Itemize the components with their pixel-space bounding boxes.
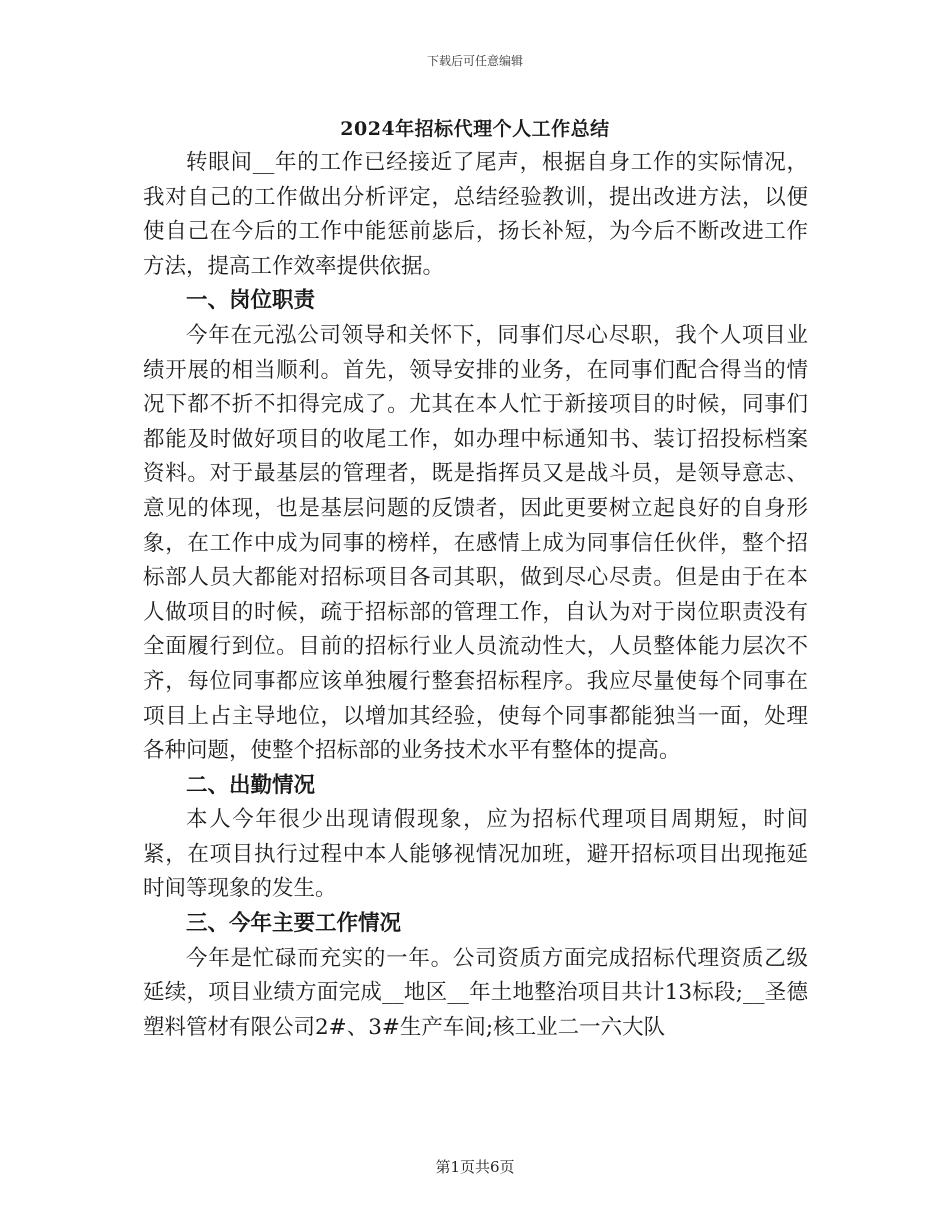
intro-paragraph: 转眼间__年的工作已经接近了尾声，根据自身工作的实际情况，我对自己的工作做出分析评定，总结经验教训，提出改进方法，以便使自己在今后的工作中能惩前毖后，扬长补短，为今后不断改进工作方法，提高工作效率提供依据。 bbox=[143, 150, 808, 279]
document-body bbox=[143, 146, 808, 1045]
section-heading-attendance: 二、出勤情况 bbox=[186, 772, 316, 798]
page-number: 第1页共6页 bbox=[435, 1158, 515, 1176]
section-paragraph-duties: 今年在元泓公司领导和关怀下，同事们尽心尽职，我个人项目业绩开展的相当顺利。首先，领导安排的业务，在同事们配合得当的情况下都不折不扣得完成了。尤其在本人忙于新接项目的时候，同事们都能及时做好项目的收尾工作，如办理中标通知书、装订招投标档案资料。对于最基层的管理者，既是指挥员又是战斗员，是领导意志、意见的体现，也是基层问题的反馈者，因此更要树立起良好的自身形象，在工作中成为同事的榜样，在感情上成为同事信任伙伴，整个招标部人员大都能对招标项目各司其职，做到尽心尽责。但是由于在本人做项目的时候，疏于招标部的管理工作，自认为对于岗位职责没有全面履行到位。目前的招标行业人员流动性大，人员整体能力层次不齐，每位同事都应该单独履行整套招标程序。我应尽量使每个同事在项目上占主导地位，以增加其经验，使每个同事都能独当一面，处理各种问题，使整个招标部的业务技术水平有整体的提高。 bbox=[143, 322, 808, 764]
section-paragraph-main-work: 今年是忙碌而充实的一年。公司资质方面完成招标代理资质乙级延续，项目业绩方面完成__地区__年土地整治项目共计13标段;__圣德塑料管材有限公司2#、3#生产车间;核工业二一六大队 bbox=[143, 945, 808, 1040]
section-heading-duties: 一、岗位职责 bbox=[186, 288, 316, 314]
document-title: 2024年招标代理个人工作总结 bbox=[340, 118, 610, 140]
page-header: 下载后可任意编辑 bbox=[426, 54, 523, 68]
section-heading-main-work: 三、今年主要工作情况 bbox=[186, 911, 402, 937]
section-paragraph-attendance: 本人今年很少出现请假现象，应为招标代理项目周期短，时间紧，在项目执行过程中本人能够视情况加班，避开招标项目出现拖延时间等现象的发生。 bbox=[143, 807, 808, 902]
